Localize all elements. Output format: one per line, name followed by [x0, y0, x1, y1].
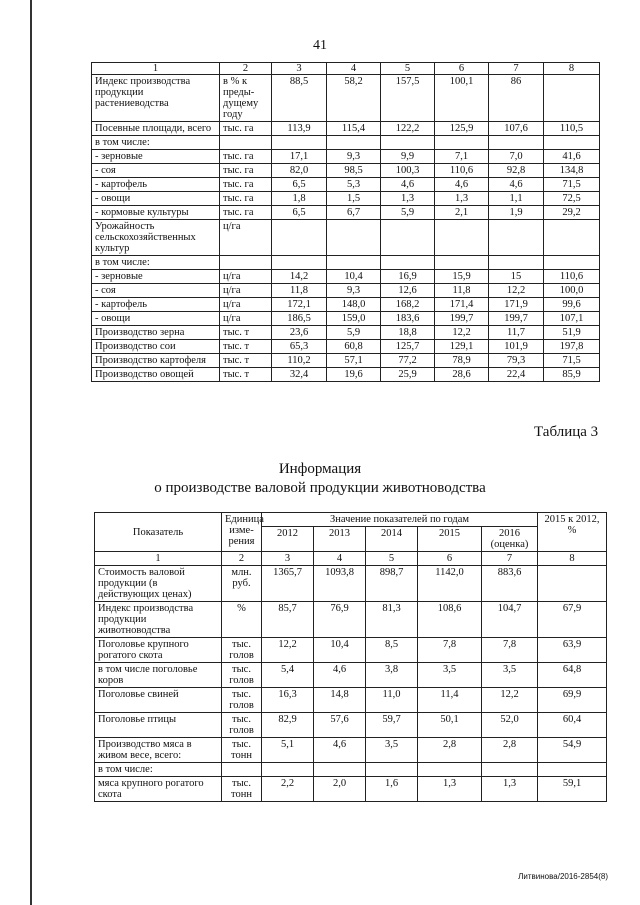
value-cell: 6,5 — [272, 206, 327, 220]
value-cell: 60,4 — [538, 713, 607, 738]
value-cell: 197,8 — [544, 340, 600, 354]
value-cell: 32,4 — [272, 368, 327, 382]
value-cell: 76,9 — [314, 602, 366, 638]
value-cell: 25,9 — [381, 368, 435, 382]
row-unit: тыс. голов — [222, 663, 262, 688]
value-cell: 72,5 — [544, 192, 600, 206]
value-cell: 2,0 — [314, 777, 366, 802]
table-row — [95, 566, 607, 602]
value-cell: 86 — [489, 75, 544, 122]
crop-production-table — [91, 62, 600, 382]
row-unit: тыс. голов — [222, 713, 262, 738]
row-label: в том числе поголовье коров — [95, 663, 222, 688]
value-cell: 1,1 — [489, 192, 544, 206]
page-binding-edge — [30, 0, 32, 905]
row-unit: ц/га — [220, 298, 272, 312]
value-cell: 12,2 — [489, 284, 544, 298]
table-row — [95, 688, 607, 713]
value-cell: 1,5 — [327, 192, 381, 206]
value-cell: 71,5 — [544, 354, 600, 368]
table-title — [0, 460, 640, 498]
value-cell: 5,4 — [262, 663, 314, 688]
column-number-row — [92, 63, 600, 75]
table-row — [92, 354, 600, 368]
table-row — [92, 136, 600, 150]
value-cell: 54,9 — [538, 738, 607, 763]
row-label: Индекс производства продукции животноводства — [95, 602, 222, 638]
value-cell: 107,1 — [544, 312, 600, 326]
value-cell: 4,6 — [435, 178, 489, 192]
value-cell: 171,4 — [435, 298, 489, 312]
value-cell: 7,1 — [435, 150, 489, 164]
value-cell — [538, 566, 607, 602]
row-label: - зерновые — [92, 150, 220, 164]
value-cell: 2,1 — [435, 206, 489, 220]
row-label: Индекс производства продукции растениеводства — [92, 75, 220, 122]
value-cell: 65,3 — [272, 340, 327, 354]
value-cell: 81,3 — [366, 602, 418, 638]
value-cell: 92,8 — [489, 164, 544, 178]
row-unit — [222, 763, 262, 777]
value-cell: 5,9 — [381, 206, 435, 220]
header-ratio: 2015 к 2012, % — [538, 513, 607, 552]
column-number: 3 — [262, 552, 314, 566]
value-cell: 58,2 — [327, 75, 381, 122]
value-cell — [482, 763, 538, 777]
value-cell: 64,8 — [538, 663, 607, 688]
value-cell: 1,9 — [489, 206, 544, 220]
header-year: 2014 — [366, 527, 418, 552]
value-cell: 7,8 — [482, 638, 538, 663]
table-row — [95, 738, 607, 763]
value-cell: 1,3 — [482, 777, 538, 802]
row-label: Поголовье птицы — [95, 713, 222, 738]
value-cell — [435, 136, 489, 150]
value-cell: 63,9 — [538, 638, 607, 663]
header-year: 2015 — [418, 527, 482, 552]
value-cell — [381, 220, 435, 256]
value-cell: 50,1 — [418, 713, 482, 738]
table-row — [95, 638, 607, 663]
row-unit: тыс. т — [220, 368, 272, 382]
column-number: 1 — [92, 63, 220, 75]
table-number-label: Таблица 3 — [534, 424, 599, 440]
header-year: 2012 — [262, 527, 314, 552]
value-cell: 7,8 — [418, 638, 482, 663]
column-number: 5 — [366, 552, 418, 566]
value-cell: 11,0 — [366, 688, 418, 713]
value-cell: 7,0 — [489, 150, 544, 164]
column-number: 8 — [538, 552, 607, 566]
row-label: Производство сои — [92, 340, 220, 354]
value-cell: 100,1 — [435, 75, 489, 122]
value-cell — [538, 763, 607, 777]
value-cell: 125,7 — [381, 340, 435, 354]
value-cell: 82,0 — [272, 164, 327, 178]
value-cell — [262, 763, 314, 777]
row-unit: ц/га — [220, 270, 272, 284]
table-row — [92, 298, 600, 312]
row-unit: тыс. га — [220, 122, 272, 136]
value-cell: 6,5 — [272, 178, 327, 192]
column-number: 7 — [489, 63, 544, 75]
value-cell: 11,4 — [418, 688, 482, 713]
row-label: Поголовье свиней — [95, 688, 222, 713]
row-unit: тыс. га — [220, 164, 272, 178]
value-cell: 5,1 — [262, 738, 314, 763]
value-cell: 122,2 — [381, 122, 435, 136]
table-row — [95, 777, 607, 802]
value-cell: 4,6 — [381, 178, 435, 192]
value-cell: 4,6 — [314, 663, 366, 688]
value-cell: 3,5 — [418, 663, 482, 688]
document-code: Литвинова/2016-2854(8) — [518, 872, 608, 881]
value-cell: 2,2 — [262, 777, 314, 802]
value-cell: 69,9 — [538, 688, 607, 713]
value-cell: 148,0 — [327, 298, 381, 312]
header-unit: Единица изме-рения — [222, 513, 262, 552]
value-cell: 4,6 — [489, 178, 544, 192]
value-cell: 17,1 — [272, 150, 327, 164]
table-row — [92, 178, 600, 192]
row-unit: тыс. голов — [222, 638, 262, 663]
value-cell: 8,5 — [366, 638, 418, 663]
row-unit: ц/га — [220, 284, 272, 298]
header-values: Значение показателей по годам — [262, 513, 538, 527]
value-cell: 3,5 — [366, 738, 418, 763]
value-cell: 82,9 — [262, 713, 314, 738]
value-cell: 11,8 — [272, 284, 327, 298]
row-label: мяса крупного рогатого скота — [95, 777, 222, 802]
value-cell: 129,1 — [435, 340, 489, 354]
value-cell: 1142,0 — [418, 566, 482, 602]
value-cell: 1,3 — [435, 192, 489, 206]
value-cell: 16,3 — [262, 688, 314, 713]
value-cell: 9,9 — [381, 150, 435, 164]
table-row — [95, 663, 607, 688]
row-unit: в % к преды-дущему году — [220, 75, 272, 122]
value-cell: 4,6 — [314, 738, 366, 763]
value-cell — [381, 256, 435, 270]
value-cell: 11,7 — [489, 326, 544, 340]
value-cell: 2,8 — [418, 738, 482, 763]
value-cell: 59,7 — [366, 713, 418, 738]
value-cell: 11,8 — [435, 284, 489, 298]
value-cell: 110,6 — [435, 164, 489, 178]
header-year: 2013 — [314, 527, 366, 552]
value-cell: 134,8 — [544, 164, 600, 178]
row-label: Производство картофеля — [92, 354, 220, 368]
row-label: в том числе: — [92, 256, 220, 270]
value-cell — [435, 220, 489, 256]
value-cell — [381, 136, 435, 150]
table-row — [92, 206, 600, 220]
value-cell: 15 — [489, 270, 544, 284]
value-cell: 85,7 — [262, 602, 314, 638]
value-cell: 1,3 — [381, 192, 435, 206]
table-title-line2: о производстве валовой продукции животноводства — [154, 480, 486, 496]
value-cell — [544, 220, 600, 256]
table-row — [92, 192, 600, 206]
value-cell: 110,5 — [544, 122, 600, 136]
value-cell: 88,5 — [272, 75, 327, 122]
value-cell: 52,0 — [482, 713, 538, 738]
row-label: Производство овощей — [92, 368, 220, 382]
row-label: - овощи — [92, 192, 220, 206]
value-cell — [435, 256, 489, 270]
column-number-row — [95, 552, 607, 566]
table-row — [92, 326, 600, 340]
column-number: 7 — [482, 552, 538, 566]
value-cell: 57,1 — [327, 354, 381, 368]
value-cell: 22,4 — [489, 368, 544, 382]
value-cell: 57,6 — [314, 713, 366, 738]
value-cell: 110,2 — [272, 354, 327, 368]
value-cell: 23,6 — [272, 326, 327, 340]
row-unit: тыс. т — [220, 340, 272, 354]
value-cell: 183,6 — [381, 312, 435, 326]
row-unit: % — [222, 602, 262, 638]
value-cell — [314, 763, 366, 777]
value-cell: 5,3 — [327, 178, 381, 192]
value-cell: 199,7 — [489, 312, 544, 326]
table-row — [92, 220, 600, 256]
row-unit: тыс. т — [220, 354, 272, 368]
value-cell: 108,6 — [418, 602, 482, 638]
value-cell — [418, 763, 482, 777]
value-cell — [327, 136, 381, 150]
value-cell: 125,9 — [435, 122, 489, 136]
table-row — [92, 256, 600, 270]
value-cell: 79,3 — [489, 354, 544, 368]
row-unit: млн. руб. — [222, 566, 262, 602]
value-cell: 28,6 — [435, 368, 489, 382]
value-cell: 3,5 — [482, 663, 538, 688]
value-cell: 15,9 — [435, 270, 489, 284]
value-cell: 77,2 — [381, 354, 435, 368]
value-cell — [489, 136, 544, 150]
value-cell: 172,1 — [272, 298, 327, 312]
value-cell: 12,2 — [435, 326, 489, 340]
table-row — [92, 312, 600, 326]
value-cell: 101,9 — [489, 340, 544, 354]
row-unit: тыс. тонн — [222, 738, 262, 763]
row-label: Поголовье крупного рогатого скота — [95, 638, 222, 663]
row-label: Урожайность сельскохозяйственных культур — [92, 220, 220, 256]
value-cell: 29,2 — [544, 206, 600, 220]
value-cell — [327, 256, 381, 270]
table-row — [95, 763, 607, 777]
livestock-production-table — [94, 512, 607, 802]
value-cell: 14,2 — [272, 270, 327, 284]
row-unit: тыс. голов — [222, 688, 262, 713]
value-cell — [489, 256, 544, 270]
row-label: в том числе: — [95, 763, 222, 777]
table-row — [92, 122, 600, 136]
value-cell: 110,6 — [544, 270, 600, 284]
row-label: - овощи — [92, 312, 220, 326]
value-cell: 1,3 — [418, 777, 482, 802]
value-cell: 16,9 — [381, 270, 435, 284]
table-row — [92, 150, 600, 164]
row-label: Производство зерна — [92, 326, 220, 340]
value-cell: 12,2 — [262, 638, 314, 663]
column-number: 4 — [327, 63, 381, 75]
value-cell: 98,5 — [327, 164, 381, 178]
row-unit: тыс. га — [220, 192, 272, 206]
value-cell: 199,7 — [435, 312, 489, 326]
value-cell: 171,9 — [489, 298, 544, 312]
value-cell — [272, 220, 327, 256]
value-cell: 159,0 — [327, 312, 381, 326]
table-row — [92, 270, 600, 284]
value-cell: 12,2 — [482, 688, 538, 713]
value-cell — [489, 220, 544, 256]
page-number: 41 — [313, 38, 327, 53]
value-cell: 186,5 — [272, 312, 327, 326]
value-cell: 67,9 — [538, 602, 607, 638]
value-cell: 168,2 — [381, 298, 435, 312]
value-cell — [272, 136, 327, 150]
row-label: - картофель — [92, 298, 220, 312]
value-cell: 883,6 — [482, 566, 538, 602]
row-label: - соя — [92, 284, 220, 298]
value-cell: 78,9 — [435, 354, 489, 368]
table-row — [92, 75, 600, 122]
table-row — [92, 284, 600, 298]
column-number: 4 — [314, 552, 366, 566]
value-cell — [544, 256, 600, 270]
table-row — [95, 602, 607, 638]
column-number: 2 — [220, 63, 272, 75]
value-cell — [544, 136, 600, 150]
value-cell: 1,8 — [272, 192, 327, 206]
row-label: - соя — [92, 164, 220, 178]
table-title-line1: Информация — [278, 461, 362, 477]
row-unit: тыс. га — [220, 206, 272, 220]
value-cell: 60,8 — [327, 340, 381, 354]
column-number: 8 — [544, 63, 600, 75]
row-label: Посевные площади, всего — [92, 122, 220, 136]
table-row — [92, 368, 600, 382]
table-row — [92, 340, 600, 354]
value-cell: 19,6 — [327, 368, 381, 382]
value-cell: 12,6 — [381, 284, 435, 298]
value-cell: 9,3 — [327, 284, 381, 298]
value-cell — [327, 220, 381, 256]
value-cell: 10,4 — [327, 270, 381, 284]
column-number: 6 — [418, 552, 482, 566]
value-cell: 1365,7 — [262, 566, 314, 602]
value-cell: 18,8 — [381, 326, 435, 340]
table-row — [95, 713, 607, 738]
row-unit: ц/га — [220, 220, 272, 256]
row-unit — [220, 256, 272, 270]
value-cell: 3,8 — [366, 663, 418, 688]
value-cell: 5,9 — [327, 326, 381, 340]
value-cell: 51,9 — [544, 326, 600, 340]
header-year: 2016 (оценка) — [482, 527, 538, 552]
value-cell — [366, 763, 418, 777]
value-cell: 157,5 — [381, 75, 435, 122]
row-label: Стоимость валовой продукции (в действующих ценах) — [95, 566, 222, 602]
value-cell: 104,7 — [482, 602, 538, 638]
row-unit: тыс. га — [220, 178, 272, 192]
row-label: Производство мяса в живом весе, всего: — [95, 738, 222, 763]
table-row — [92, 164, 600, 178]
column-number: 2 — [222, 552, 262, 566]
value-cell: 10,4 — [314, 638, 366, 663]
value-cell: 1,6 — [366, 777, 418, 802]
row-label: - кормовые культуры — [92, 206, 220, 220]
value-cell: 115,4 — [327, 122, 381, 136]
row-label: - картофель — [92, 178, 220, 192]
value-cell: 1093,8 — [314, 566, 366, 602]
value-cell — [544, 75, 600, 122]
table-header-row — [95, 513, 607, 527]
value-cell — [272, 256, 327, 270]
value-cell: 9,3 — [327, 150, 381, 164]
value-cell: 100,0 — [544, 284, 600, 298]
column-number: 5 — [381, 63, 435, 75]
column-number: 1 — [95, 552, 222, 566]
value-cell: 14,8 — [314, 688, 366, 713]
row-unit — [220, 136, 272, 150]
header-indicator: Показатель — [95, 513, 222, 552]
value-cell: 6,7 — [327, 206, 381, 220]
row-unit: ц/га — [220, 312, 272, 326]
row-unit: тыс. га — [220, 150, 272, 164]
column-number: 6 — [435, 63, 489, 75]
row-unit: тыс. тонн — [222, 777, 262, 802]
row-label: - зерновые — [92, 270, 220, 284]
row-label: в том числе: — [92, 136, 220, 150]
row-unit: тыс. т — [220, 326, 272, 340]
value-cell: 107,6 — [489, 122, 544, 136]
value-cell: 85,9 — [544, 368, 600, 382]
value-cell: 2,8 — [482, 738, 538, 763]
value-cell: 113,9 — [272, 122, 327, 136]
column-number: 3 — [272, 63, 327, 75]
value-cell: 99,6 — [544, 298, 600, 312]
value-cell: 71,5 — [544, 178, 600, 192]
value-cell: 100,3 — [381, 164, 435, 178]
value-cell: 41,6 — [544, 150, 600, 164]
value-cell: 898,7 — [366, 566, 418, 602]
value-cell: 59,1 — [538, 777, 607, 802]
